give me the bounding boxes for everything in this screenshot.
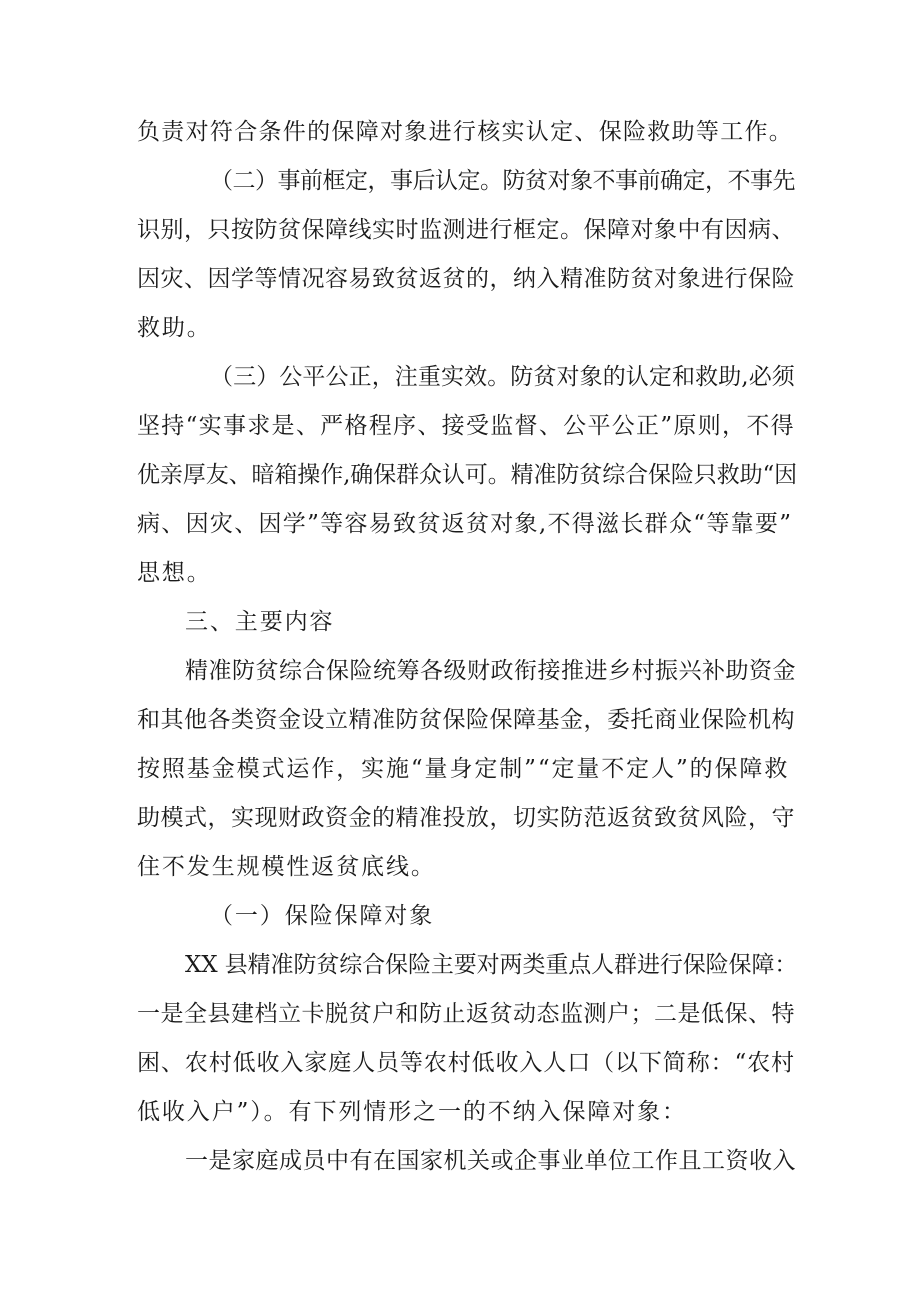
text-line: 病、因灾、因学”等容易致贫返贫对象,不得滋长群众“等靠要” — [137, 511, 793, 537]
text-line: 负责对符合条件的保障对象进行核实认定、保险救助等工作。 — [137, 119, 794, 145]
section-heading-2: （二）事前框定，事后认定。防贫对象不事前确定，不事先 — [210, 168, 795, 194]
text-line: 思想。 — [137, 560, 212, 586]
text-line: 按照基金模式运作，实施“量身定制”“定量不定人”的保障救 — [137, 756, 790, 782]
section-heading-3: （三）公平公正，注重实效。防贫对象的认定和救助,必须 — [210, 364, 795, 390]
chapter-heading-main-content: 三、主要内容 — [185, 609, 335, 635]
paragraph-start: 一是家庭成员中有在国家机关或企事业单位工作且工资收入 — [185, 1148, 796, 1174]
text-line: 低收入户”）。有下列情形之一的不纳入保障对象： — [137, 1099, 687, 1125]
text-line: 识别，只按防贫保障线实时监测进行框定。保障对象中有因病、 — [137, 217, 795, 243]
text-line: 因灾、因学等情况容易致贫返贫的，纳入精准防贫对象进行保险 — [137, 266, 795, 292]
text-line: 助模式，实现财政资金的精准投放，切实防范返贫致贫风险，守 — [137, 805, 795, 831]
text-line: 和其他各类资金设立精准防贫保险保障基金，委托商业保险机构 — [137, 707, 795, 733]
text-line: 坚持“实事求是、严格程序、接受监督、公平公正”原则，不得 — [137, 413, 795, 439]
subsection-heading-1: （一）保险保障对象 — [210, 903, 435, 929]
text-line: 救助。 — [137, 315, 212, 341]
text-line: 困、农村低收入家庭人员等农村低收入人口（以下简称：“农村 — [137, 1050, 795, 1076]
paragraph-start: XX 县精准防贫综合保险主要对两类重点人群进行保险保障： — [185, 952, 798, 978]
text-line: 优亲厚友、暗箱操作,确保群众认可。精准防贫综合保险只救助“因 — [137, 462, 798, 488]
text-line: 一是全县建档立卡脱贫户和防止返贫动态监测户；二是低保、特 — [137, 1001, 795, 1027]
paragraph-start: 精准防贫综合保险统筹各级财政衔接推进乡村振兴补助资金 — [185, 658, 796, 684]
text-line: 住不发生规模性返贫底线。 — [137, 854, 436, 880]
